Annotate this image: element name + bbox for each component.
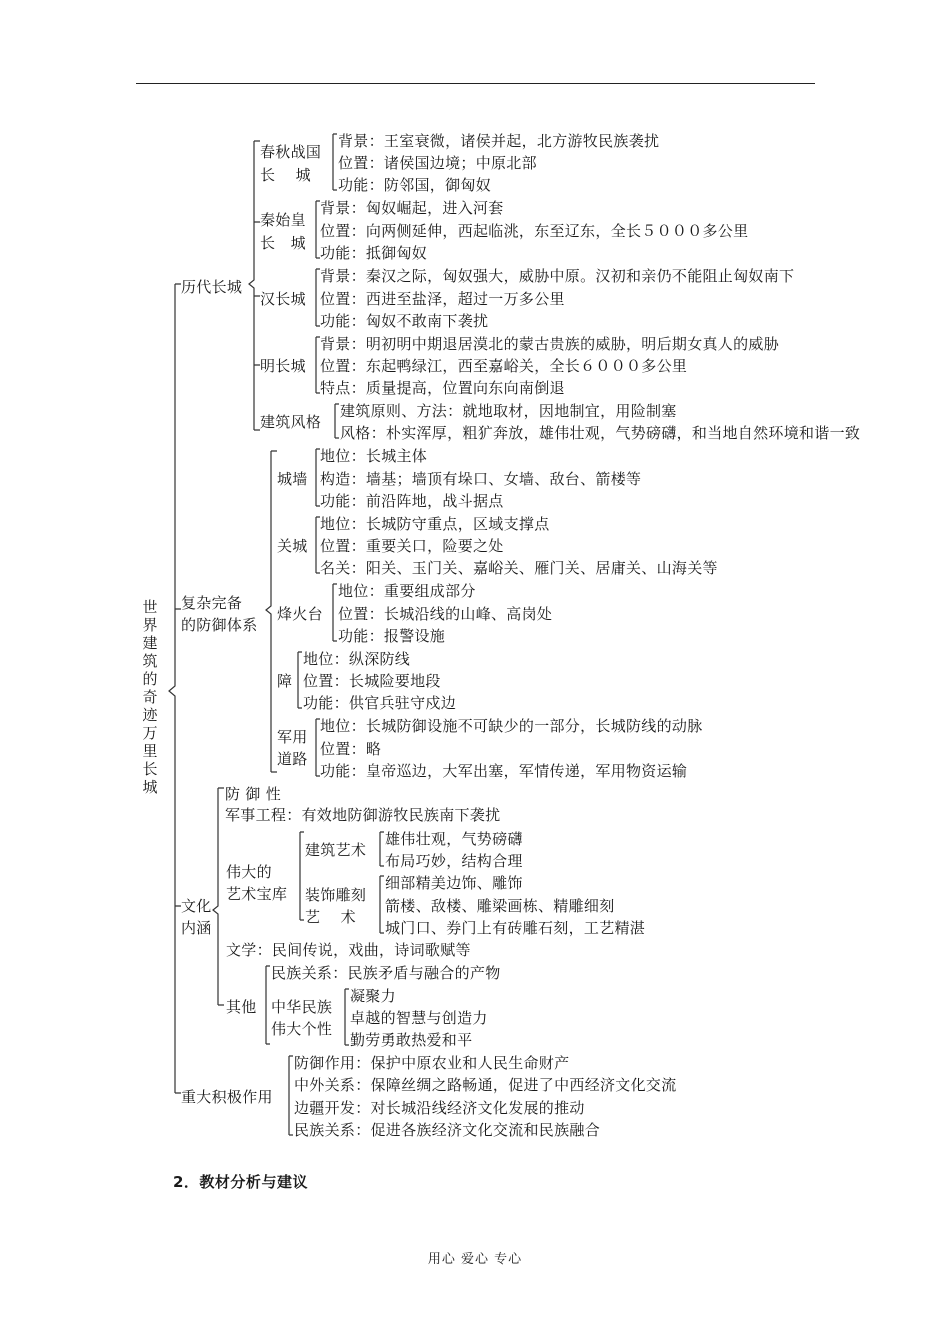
- mindmap-line-l39: 位置：长城险要地段: [303, 672, 441, 690]
- mindmap-line-l65: 凝聚力: [350, 987, 396, 1005]
- mindmap-line-l35: 位置：长城沿线的山峰、高岗处: [338, 605, 553, 623]
- mindmap-line-l19: 特点：质量提高，位置向东向南倒退: [320, 379, 565, 397]
- mindmap-line-l31: 复杂完备: [181, 594, 243, 612]
- mindmap-line-l16: 明长城: [260, 357, 306, 375]
- mindmap-root-title: 世界建筑的奇迹万里长城: [142, 598, 158, 796]
- mindmap-line-l59: 内涵: [181, 919, 212, 937]
- mindmap-line-l64: 伟大个性: [271, 1020, 333, 1038]
- mindmap-line-l50: 布局巧妙，结构合理: [385, 852, 523, 870]
- mindmap-line-l44: 位置：略: [320, 740, 382, 758]
- mindmap-line-l72: 民族关系：促进各族经济文化交流和民族融合: [294, 1121, 601, 1139]
- mindmap-line-l69: 中外关系：保障丝绸之路畅通，促进了中西经济文化交流: [294, 1076, 677, 1094]
- mindmap-line-l60: 文学：民间传说，戏曲，诗词歌赋等: [226, 941, 471, 959]
- mindmap-line-l66: 卓越的智慧与创造力: [350, 1009, 488, 1027]
- mindmap-line-l20: 建筑风格: [260, 413, 322, 431]
- mindmap-line-l28: 地位：长城防守重点，区域支撑点: [320, 515, 550, 533]
- mindmap-line-l10: 功能：抵御匈奴: [320, 244, 428, 262]
- mindmap-line-l34: 地位：重要组成部分: [338, 582, 476, 600]
- mindmap-line-l67: 勤劳勇敢热爱和平: [350, 1031, 473, 1049]
- mindmap-line-l13: 背景：秦汉之际，匈奴强大，威胁中原。汉初和亲仍不能阻止匈奴南下: [320, 267, 795, 285]
- mindmap-line-l58: 文化: [181, 897, 212, 915]
- mindmap-line-l05: 功能：防邻国，御匈奴: [338, 176, 492, 194]
- mindmap-line-l04: 位置：诸侯国边境；中原北部: [338, 154, 537, 172]
- mindmap-line-l41: 军用: [277, 728, 308, 746]
- mindmap-line-l06: 秦始皇: [260, 211, 306, 229]
- mindmap-line-l14: 位置：西进至盐泽，超过一万多公里: [320, 290, 565, 308]
- mindmap-line-l01: 春秋战国: [260, 143, 322, 161]
- mindmap-line-l37: 障: [277, 672, 293, 690]
- mindmap-line-l11: 历代长城: [181, 278, 243, 296]
- mindmap-line-l57: 城门口、券门上有砖雕石刻，工艺精湛: [385, 919, 646, 937]
- mindmap-line-l25: 构造：墙基；墙顶有垛口、女墙、敌台、箭楼等: [320, 470, 642, 488]
- mindmap-line-l08: 背景：匈奴崛起，进入河套: [320, 199, 504, 217]
- mindmap-line-l27: 关城: [277, 537, 308, 555]
- mindmap-line-l32: 的防御体系: [181, 616, 258, 634]
- mindmap-line-l71: 边疆开发：对长城沿线经济文化发展的推动: [294, 1099, 585, 1117]
- section-heading: 2．教材分析与建议: [173, 1173, 308, 1191]
- mindmap-line-l70: 重大积极作用: [181, 1088, 273, 1106]
- mindmap-line-l55: 细部精美边饰、雕饰: [385, 874, 523, 892]
- mindmap-line-l17: 背景：明初明中期退居漠北的蒙古贵族的威胁，明后期女真人的威胁: [320, 335, 780, 353]
- mindmap-line-l52: 艺术宝库: [226, 885, 288, 903]
- mindmap-line-l63: 中华民族: [271, 998, 333, 1016]
- mindmap-line-l21: 建筑原则、方法：就地取材，因地制宜，用险制塞: [340, 402, 677, 420]
- mindmap-line-l43: 地位：长城防御设施不可缺少的一部分，长城防线的动脉: [320, 717, 703, 735]
- mindmap-line-l47: 军事工程：有效地防御游牧民族南下袭扰: [225, 806, 501, 824]
- mindmap-line-l12: 汉长城: [260, 290, 306, 308]
- mindmap-line-l09: 位置：向两侧延伸，西起临洮，东至辽东，全长５０００多公里: [320, 222, 749, 240]
- mindmap-line-l33: 烽火台: [277, 605, 323, 623]
- mindmap-line-l62: 其他: [226, 998, 257, 1016]
- mindmap-line-l49: 雄伟壮观，气势磅礴: [385, 830, 523, 848]
- mindmap-line-l18: 位置：东起鸭绿江，西至嘉峪关，全长６０００多公里: [320, 357, 688, 375]
- mindmap-line-l24: 地位：长城主体: [320, 447, 428, 465]
- mindmap-line-l40: 功能：供官兵驻守戍边: [303, 694, 457, 712]
- mindmap-line-l61: 民族关系：民族矛盾与融合的产物: [271, 964, 501, 982]
- mindmap-line-l53: 装饰雕刻: [305, 886, 367, 904]
- mindmap-line-l07: 长 城: [260, 234, 306, 252]
- mindmap-line-l22: 风格：朴实浑厚，粗犷奔放，雄伟壮观，气势磅礴，和当地自然环境和谐一致: [340, 424, 861, 442]
- page-footer: 用心 爱心 专心: [427, 1252, 523, 1267]
- mindmap-line-l48: 建筑艺术: [305, 841, 367, 859]
- mindmap-line-l29: 位置：重要关口，险要之处: [320, 537, 504, 555]
- mindmap-line-l23: 城墙: [277, 470, 308, 488]
- mindmap-line-l45: 功能：皇帝巡边，大军出塞，军情传递，军用物资运输: [320, 762, 688, 780]
- mindmap-line-l51: 伟大的: [226, 863, 272, 881]
- mindmap-line-l03: 背景：王室衰微，诸侯并起，北方游牧民族袭扰: [338, 132, 660, 150]
- mindmap-line-l38: 地位：纵深防线: [303, 650, 411, 668]
- mindmap-line-l42: 道路: [277, 750, 308, 768]
- mindmap-line-l46: 防 御 性: [225, 785, 282, 803]
- mindmap-line-l36: 功能：报警设施: [338, 627, 446, 645]
- mindmap-line-l26: 功能：前沿阵地，战斗据点: [320, 492, 504, 510]
- mindmap-line-l15: 功能：匈奴不敢南下袭扰: [320, 312, 489, 330]
- mindmap-line-l68: 防御作用：保护中原农业和人民生命财产: [294, 1054, 570, 1072]
- mindmap-line-l56: 箭楼、敌楼、雕梁画栋、精雕细刻: [385, 897, 615, 915]
- mindmap-line-l02: 长 城: [260, 166, 311, 184]
- mindmap-line-l54: 艺 术: [305, 908, 356, 926]
- mindmap-line-l30: 名关：阳关、玉门关、嘉峪关、雁门关、居庸关、山海关等: [320, 559, 718, 577]
